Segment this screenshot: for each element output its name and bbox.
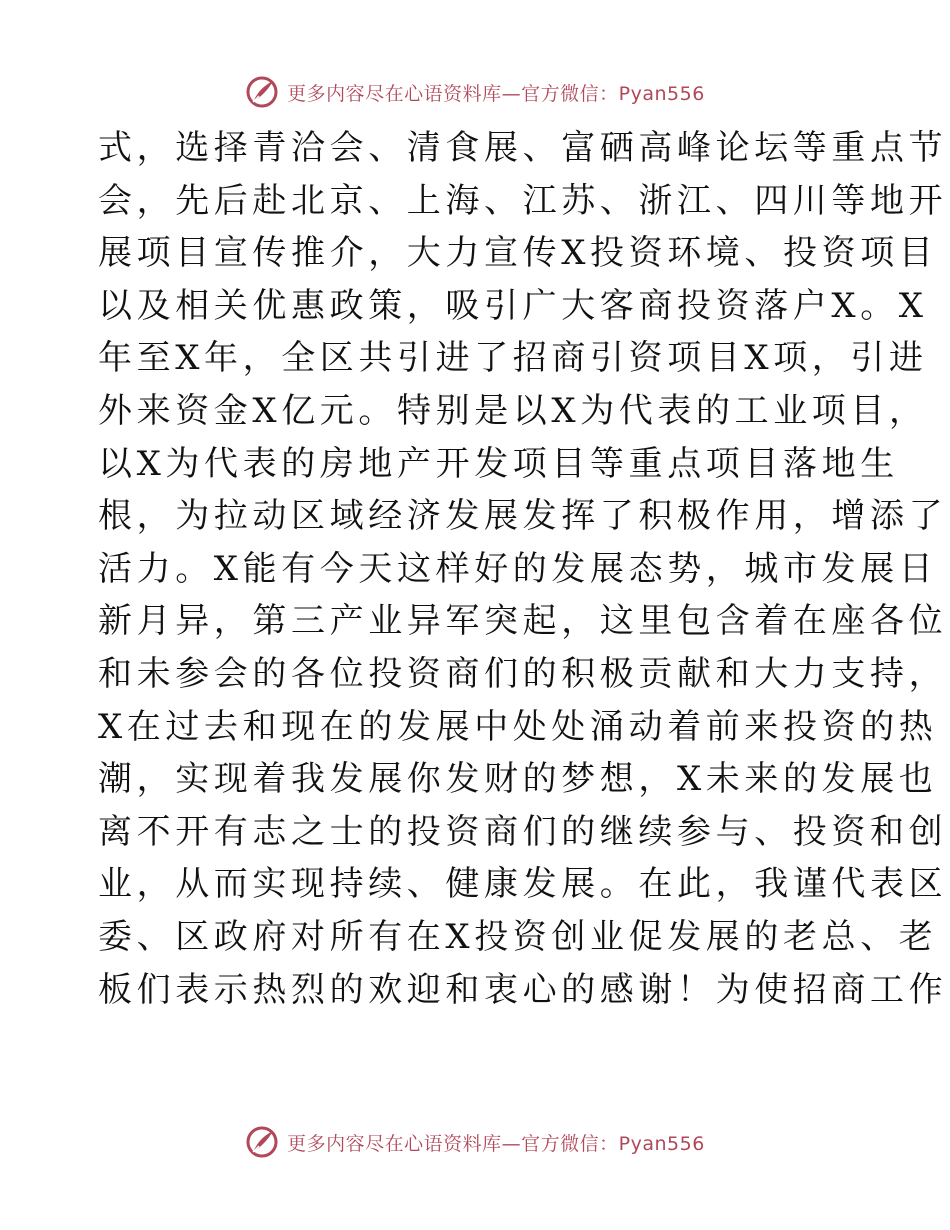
text-line: 委、区政府对所有在X投资创业促发展的老总、老: [98, 916, 938, 957]
text-line: 根，为拉动区域经济发展发挥了积极作用，增添了: [98, 496, 948, 537]
text-line: 离不开有志之士的投资商们的继续参与、投资和创: [98, 811, 948, 852]
text-line: 板们表示热烈的欢迎和衷心的感谢！为使招商工作: [98, 969, 948, 1010]
text-line: 会，先后赴北京、上海、江苏、浙江、四川等地开: [98, 180, 948, 221]
text-line: 以X为代表的房地产开发项目等重点项目落地生: [98, 443, 899, 484]
text-line: X在过去和现在的发展中处处涌动着前来投资的热: [98, 706, 938, 747]
text-line: 和未参会的各位投资商们的积极贡献和大力支持，: [98, 653, 948, 694]
text-line: 外来资金X亿元。特别是以X为代表的工业项目，: [98, 390, 928, 431]
watermark-text: 更多内容尽在心语资料库—官方微信：Pyan556: [287, 82, 705, 105]
header-watermark: [0, 72, 950, 112]
text-line: 年至X年，全区共引进了招商引资项目X项，引进: [98, 338, 928, 379]
watermark-text: 更多内容尽在心语资料库—官方微信：Pyan556: [287, 1132, 705, 1155]
footer-watermark: [0, 1122, 950, 1162]
text-line: 业，从而实现持续、健康发展。在此，我谨代表区: [98, 864, 948, 905]
quill-logo-icon: [245, 75, 279, 109]
text-line: 式，选择青洽会、清食展、富硒高峰论坛等重点节: [98, 128, 948, 168]
text-line: 新月异，第三产业异军突起，这里包含着在座各位: [98, 601, 948, 642]
document-body: [98, 122, 948, 1016]
text-line: 潮，实现着我发展你发财的梦想，X未来的发展也: [98, 759, 938, 800]
text-line: 以及相关优惠政策，吸引广大客商投资落户X。X: [98, 285, 928, 326]
text-line: 展项目宣传推介，大力宣传X投资环境、投资项目: [98, 233, 938, 274]
text-line: 活力。X能有今天这样好的发展态势，城市发展日: [98, 548, 938, 589]
quill-logo-icon: [245, 1125, 279, 1159]
